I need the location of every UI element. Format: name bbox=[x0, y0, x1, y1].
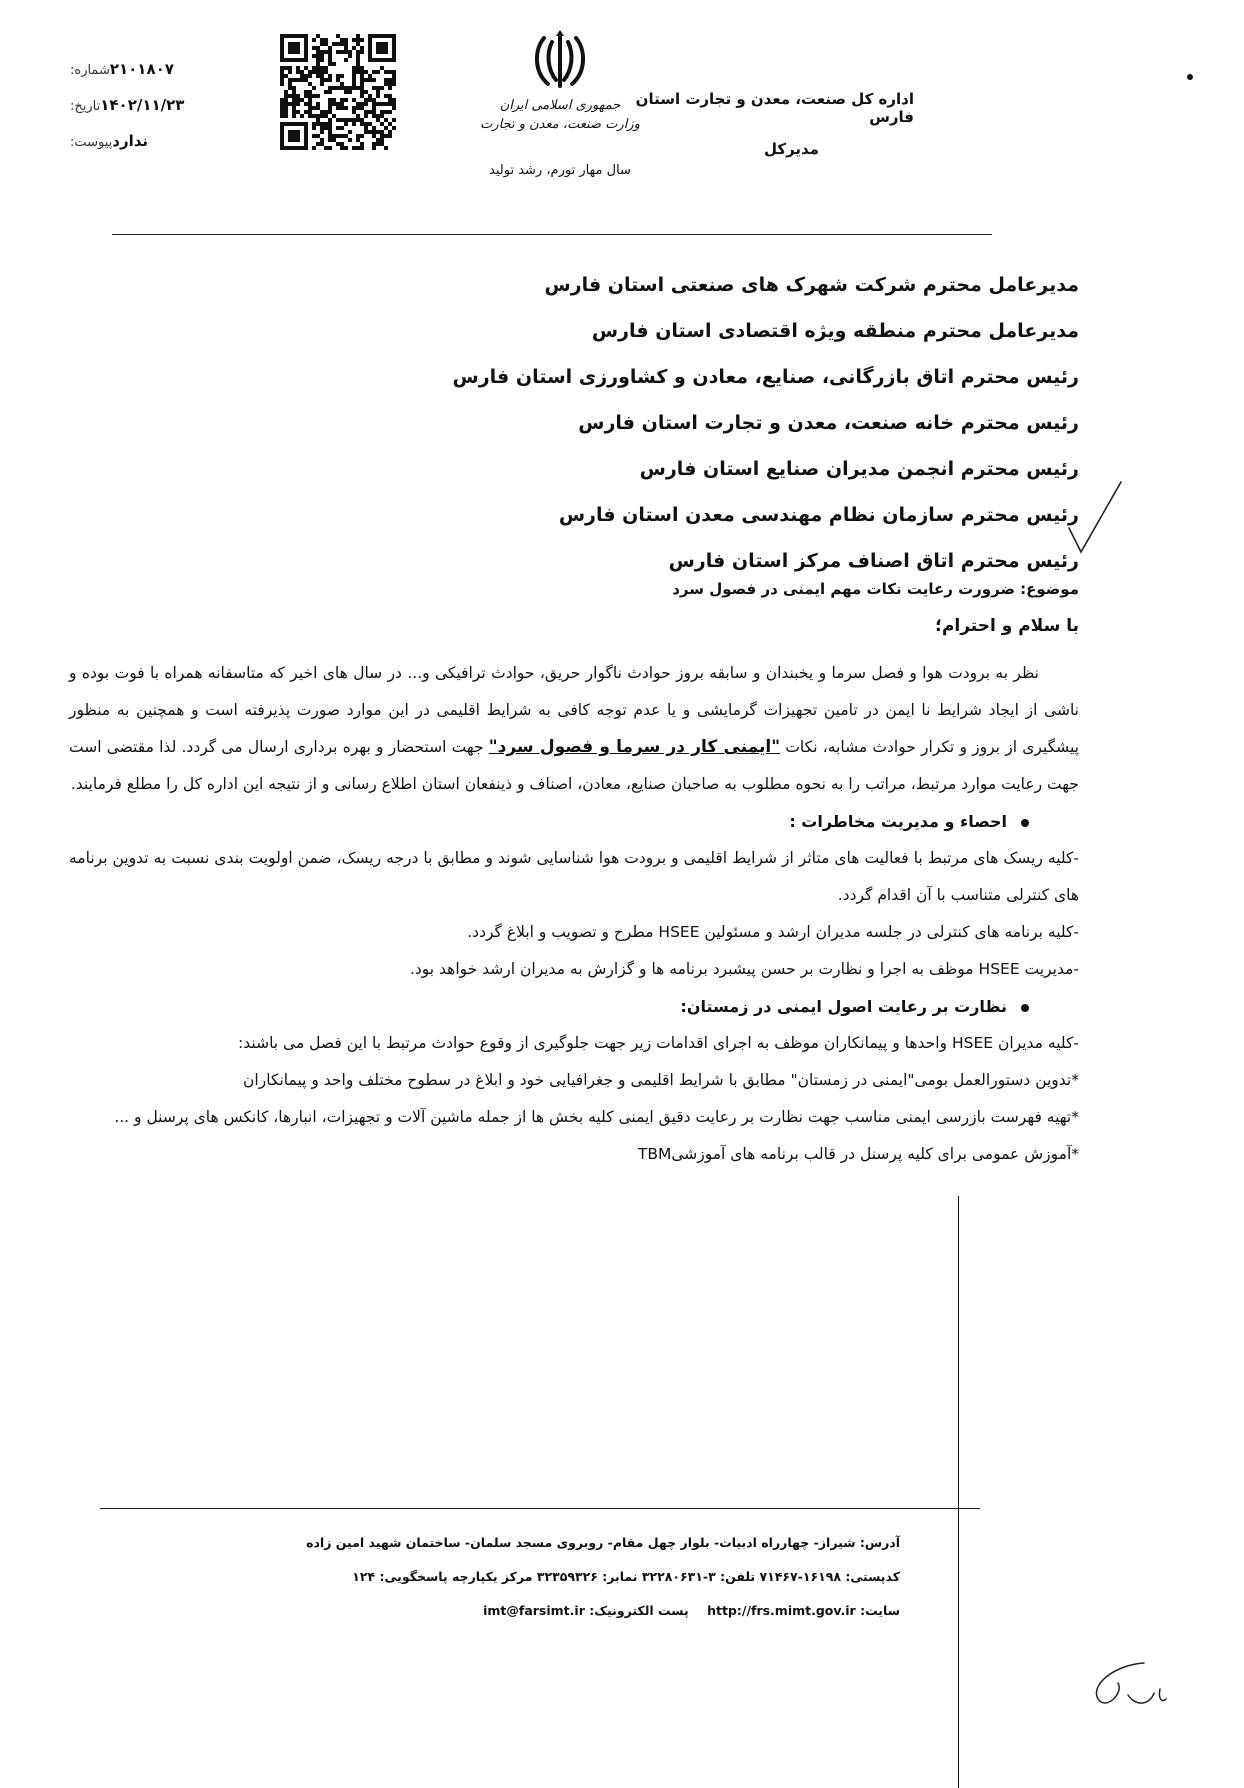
republic-name: جمهوری اسلامی ایران bbox=[499, 98, 621, 113]
list-item: *تدوین دستورالعمل بومی"ایمنی در زمستان" مطابق با شرایط اقلیمی و جغرافیایی خود و ابلاغ در سطوح مختلف واحد و پیمانکاران bbox=[243, 1071, 1079, 1089]
intro-paragraph bbox=[69, 655, 1079, 803]
iran-emblem-icon bbox=[530, 28, 590, 98]
letter-attachment bbox=[60, 132, 230, 168]
organization-header bbox=[614, 90, 914, 172]
intro-text: نظر به برودت هوا و فصل سرما و یخبندان و سابقه بروز حوادث ناگوار حریق، حوادث ترافیکی و... در سال های اخیر که متاسفانه همراه با فوت بوده و ناشی از ایجاد شرایط نا ایمن در تامین تجهیزات گرمایشی و یا عدم توجه کافی به شرایط اقلیمی در این موارد صورت پذیرفته است و همچنین به منظور پیشگیری از بروز و تکرار حوادث مشابه، نکات bbox=[69, 664, 1079, 756]
attachment-value: ندارد bbox=[112, 132, 149, 150]
handwritten-signature bbox=[1084, 1655, 1168, 1715]
date-label: تاریخ: bbox=[70, 99, 101, 114]
bullet-icon bbox=[1021, 1004, 1029, 1012]
footer-address: آدرس: شیراز- چهارراه ادبیات- بلوار چهل مقام- روبروی مسجد سلمان- ساختمان شهید امین زاده bbox=[306, 1535, 900, 1550]
section-heading-risk-management: احصاء و مدیریت مخاطرات : bbox=[69, 803, 1079, 840]
letter-subject: موضوع: ضرورت رعایت نکات مهم ایمنی در فصول سرد bbox=[672, 580, 1079, 598]
margin-line bbox=[958, 1196, 959, 1788]
header-divider bbox=[112, 234, 992, 235]
recipient: مدیرعامل محترم منطقه ویژه اقتصادی استان فارس bbox=[591, 320, 1079, 342]
number-label: شماره: bbox=[70, 63, 110, 78]
footer-divider bbox=[100, 1508, 980, 1509]
recipient: مدیرعامل محترم شرکت شهرک های صنعتی استان فارس bbox=[544, 274, 1079, 296]
org-name: اداره کل صنعت، معدن و تجارت استان فارس bbox=[635, 90, 914, 126]
ministry-name: وزارت صنعت، معدن و تجارت bbox=[480, 117, 640, 132]
number-value: ۲۱۰۱۸۰۷ bbox=[109, 60, 174, 78]
org-position: مدیرکل bbox=[763, 140, 819, 158]
website-link[interactable]: http://frs.mimt.gov.ir bbox=[707, 1603, 856, 1618]
email-link[interactable]: imt@farsimt.ir bbox=[483, 1603, 585, 1618]
highlighted-title: "ایمنی کار در سرما و فصول سرد" bbox=[488, 737, 781, 757]
section-heading-winter-safety: نظارت بر رعایت اصول ایمنی در زمستان: bbox=[69, 988, 1079, 1025]
bullet-icon bbox=[1021, 819, 1029, 827]
list-item: -مدیریت HSEE موظف به اجرا و نظارت بر حسن پیشبرد برنامه ها و گزارش به مدیران ارشد خواهد بود. bbox=[409, 960, 1079, 978]
email-label: پست الکترونیک: bbox=[589, 1603, 689, 1618]
list-item: *آموزش عمومی برای کلیه پرسنل در قالب برنامه های آموزشیTBM bbox=[637, 1145, 1079, 1163]
attachment-label: پیوست: bbox=[70, 135, 113, 150]
list-item: *تهیه فهرست بازرسی ایمنی مناسب جهت نظارت بر رعایت دقیق ایمنی کلیه بخش ها از جمله ماشین آلات و تجهیزات، انبارها، کانکس های پرسنل و ... bbox=[114, 1108, 1079, 1126]
ministry-logotype bbox=[470, 96, 650, 134]
recipient: رئیس محترم انجمن مدیران صنایع استان فارس bbox=[639, 458, 1079, 480]
recipient: رئیس محترم سازمان نظام مهندسی معدن استان فارس bbox=[558, 504, 1079, 526]
ink-dot bbox=[1187, 74, 1193, 80]
recipient: رئیس محترم اتاق بازرگانی، صنایع، معادن و کشاورزی استان فارس bbox=[452, 366, 1079, 388]
year-slogan: سال مهار تورم، رشد تولید bbox=[489, 163, 631, 178]
greeting: با سلام و احترام؛ bbox=[935, 616, 1079, 636]
footer-contacts bbox=[240, 1594, 900, 1628]
list-item: -کلیه مدیران HSEE واحدها و پیمانکاران موظف به اجرای اقدامات زیر جهت جلوگیری از وقوع حوادث مرتبط با این فصل می باشند: bbox=[238, 1034, 1079, 1052]
footer-phones: کدپستی: ۱۶۱۹۸-۷۱۴۶۷ تلفن: ۳-۳۲۲۸۰۶۳۱ نمابر: ۳۲۳۵۹۳۲۶ مرکز یکپارچه پاسخگویی: ۱۲۴ bbox=[352, 1569, 900, 1584]
handwritten-check-mark bbox=[1067, 478, 1123, 556]
list-item: -کلیه برنامه های کنترلی در جلسه مدیران ارشد و مسئولین HSEE مطرح و تصویب و ابلاغ گردد. bbox=[467, 923, 1079, 941]
letter-number bbox=[60, 60, 230, 96]
recipient: رئیس محترم خانه صنعت، معدن و تجارت استان فارس bbox=[578, 412, 1079, 434]
letter-meta bbox=[60, 60, 230, 168]
recipient: رئیس محترم اتاق اصناف مرکز استان فارس bbox=[668, 550, 1079, 572]
date-value: ۱۴۰۲/۱۱/۲۳ bbox=[100, 96, 185, 114]
qr-code bbox=[278, 34, 398, 150]
letter-date bbox=[60, 96, 230, 132]
website-label: سایت: bbox=[860, 1603, 900, 1618]
list-item: -کلیه ریسک های مرتبط با فعالیت های متاثر از شرایط اقلیمی و برودت هوا شناسایی شوند و مطابق با درجه ریسک، ضمن اولویت بندی نسبت به تدوین برنامه های کنترلی متناسب با آن اقدام گردد. bbox=[69, 849, 1079, 904]
letter-footer bbox=[240, 1526, 900, 1628]
recipients-list bbox=[279, 262, 1079, 584]
intro-text-continued: جهت استحضار و بهره برداری ارسال می گردد. لذا مقتضی است جهت رعایت موارد مرتبط، مراتب را به نحوه مطلوب به صاحبان صنایع، معادن، اصناف و ذینفعان استان اطلاع رسانی و از نتیجه این اداره کل را مطلع فرمایند. bbox=[69, 738, 1079, 793]
letter-body bbox=[69, 655, 1079, 1173]
